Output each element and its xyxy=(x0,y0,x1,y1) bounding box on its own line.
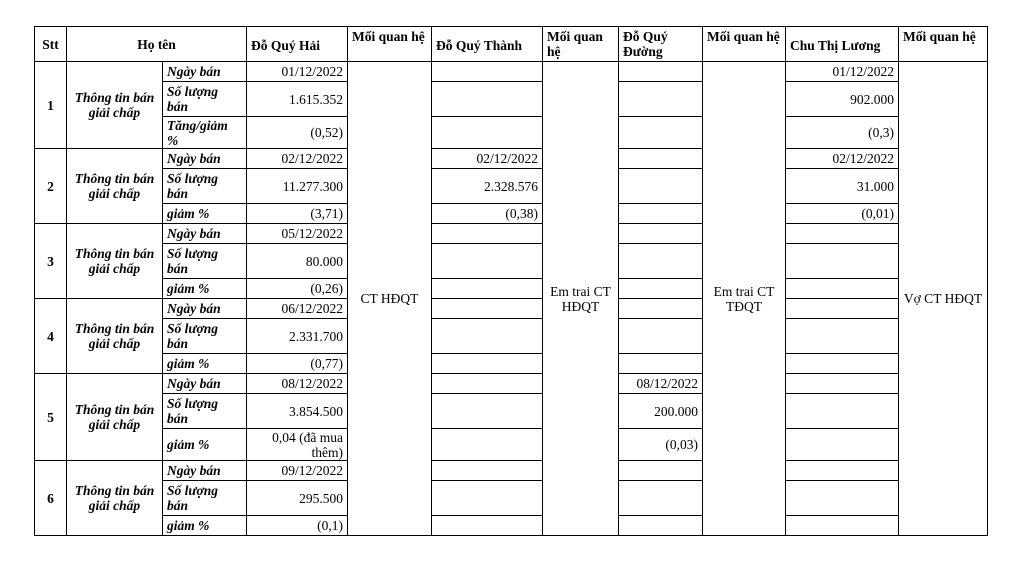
value-person-1: 06/12/2022 xyxy=(247,299,348,319)
field-label: Số lượng bán xyxy=(163,481,247,516)
header-relationship-2: Mối quan hệ xyxy=(543,27,619,62)
table-row xyxy=(35,279,988,299)
table-row xyxy=(35,149,988,169)
value-person-3 xyxy=(619,279,703,299)
value-person-2: (0,38) xyxy=(432,204,543,224)
value-person-1: 11.277.300 xyxy=(247,169,348,204)
table-row xyxy=(35,481,988,516)
value-person-1: 09/12/2022 xyxy=(247,461,348,481)
field-label: Ngày bán xyxy=(163,224,247,244)
table-row xyxy=(35,244,988,279)
info-label: Thông tin bán giải chấp xyxy=(67,461,163,536)
value-person-2 xyxy=(432,429,543,461)
header-relationship-1: Mối quan hệ xyxy=(348,27,432,62)
field-label: Số lượng bán xyxy=(163,319,247,354)
info-label: Thông tin bán giải chấp xyxy=(67,374,163,461)
relationship-1: CT HĐQT xyxy=(348,62,432,536)
value-person-2 xyxy=(432,82,543,117)
field-label: Ngày bán xyxy=(163,149,247,169)
value-person-4 xyxy=(786,354,899,374)
value-person-2 xyxy=(432,374,543,394)
value-person-4: 02/12/2022 xyxy=(786,149,899,169)
value-person-4: 01/12/2022 xyxy=(786,62,899,82)
header-ho-ten: Họ tên xyxy=(67,27,247,62)
value-person-4 xyxy=(786,461,899,481)
header-relationship-4: Mối quan hệ xyxy=(899,27,988,62)
value-person-1: (3,71) xyxy=(247,204,348,224)
table-row xyxy=(35,82,988,117)
value-person-1: 08/12/2022 xyxy=(247,374,348,394)
value-person-3: (0,03) xyxy=(619,429,703,461)
table-row xyxy=(35,461,988,481)
value-person-2 xyxy=(432,319,543,354)
info-label: Thông tin bán giải chấp xyxy=(67,224,163,299)
field-label: Số lượng bán xyxy=(163,169,247,204)
field-label: Ngày bán xyxy=(163,461,247,481)
row-number: 1 xyxy=(35,62,67,149)
value-person-4 xyxy=(786,429,899,461)
field-label: Ngày bán xyxy=(163,374,247,394)
value-person-1: (0,26) xyxy=(247,279,348,299)
value-person-4 xyxy=(786,481,899,516)
value-person-1: 80.000 xyxy=(247,244,348,279)
field-label: Số lượng bán xyxy=(163,244,247,279)
value-person-2: 2.328.576 xyxy=(432,169,543,204)
table-row xyxy=(35,62,988,82)
value-person-3 xyxy=(619,149,703,169)
value-person-4: 902.000 xyxy=(786,82,899,117)
value-person-4: (0,01) xyxy=(786,204,899,224)
value-person-1: 01/12/2022 xyxy=(247,62,348,82)
value-person-2 xyxy=(432,394,543,429)
header-stt: Stt xyxy=(35,27,67,62)
selling-info-table xyxy=(34,26,988,536)
value-person-3 xyxy=(619,204,703,224)
value-person-1: 295.500 xyxy=(247,481,348,516)
info-label: Thông tin bán giải chấp xyxy=(67,62,163,149)
value-person-2 xyxy=(432,279,543,299)
value-person-3 xyxy=(619,516,703,536)
field-label: giảm % xyxy=(163,516,247,536)
value-person-3 xyxy=(619,319,703,354)
table-row xyxy=(35,374,988,394)
table-row xyxy=(35,224,988,244)
row-number: 2 xyxy=(35,149,67,224)
value-person-2 xyxy=(432,117,543,149)
value-person-3 xyxy=(619,117,703,149)
value-person-4 xyxy=(786,319,899,354)
value-person-1: 3.854.500 xyxy=(247,394,348,429)
value-person-4 xyxy=(786,244,899,279)
value-person-1: 02/12/2022 xyxy=(247,149,348,169)
value-person-4 xyxy=(786,299,899,319)
field-label: giảm % xyxy=(163,279,247,299)
value-person-2 xyxy=(432,481,543,516)
field-label: Ngày bán xyxy=(163,299,247,319)
value-person-4: (0,3) xyxy=(786,117,899,149)
row-number: 3 xyxy=(35,224,67,299)
header-person-3: Đỗ Quý Đường xyxy=(619,27,703,62)
value-person-2 xyxy=(432,516,543,536)
table-row xyxy=(35,204,988,224)
table-row xyxy=(35,354,988,374)
field-label: Số lượng bán xyxy=(163,394,247,429)
field-label: giảm % xyxy=(163,204,247,224)
table-row xyxy=(35,117,988,149)
value-person-4 xyxy=(786,394,899,429)
table-row xyxy=(35,319,988,354)
field-label: Số lượng bán xyxy=(163,82,247,117)
value-person-4 xyxy=(786,374,899,394)
value-person-1: (0,52) xyxy=(247,117,348,149)
row-number: 5 xyxy=(35,374,67,461)
value-person-3: 200.000 xyxy=(619,394,703,429)
info-label: Thông tin bán giải chấp xyxy=(67,149,163,224)
value-person-2 xyxy=(432,62,543,82)
value-person-3 xyxy=(619,62,703,82)
value-person-2 xyxy=(432,461,543,481)
field-label: giảm % xyxy=(163,354,247,374)
header-person-2: Đỗ Quý Thành xyxy=(432,27,543,62)
value-person-4 xyxy=(786,279,899,299)
value-person-1: 0,04 (đã mua thêm) xyxy=(247,429,348,461)
table-row xyxy=(35,299,988,319)
header-person-4: Chu Thị Lương xyxy=(786,27,899,62)
value-person-1: 05/12/2022 xyxy=(247,224,348,244)
value-person-2 xyxy=(432,354,543,374)
row-number: 4 xyxy=(35,299,67,374)
table-row xyxy=(35,429,988,461)
value-person-3 xyxy=(619,224,703,244)
value-person-3 xyxy=(619,481,703,516)
header-relationship-3: Mối quan hệ xyxy=(703,27,786,62)
header-row xyxy=(35,27,988,62)
row-number: 6 xyxy=(35,461,67,536)
relationship-4: Vợ CT HĐQT xyxy=(899,62,988,536)
value-person-3 xyxy=(619,82,703,117)
field-label: Ngày bán xyxy=(163,62,247,82)
value-person-1: 2.331.700 xyxy=(247,319,348,354)
value-person-2 xyxy=(432,299,543,319)
value-person-3 xyxy=(619,244,703,279)
value-person-3 xyxy=(619,461,703,481)
value-person-3 xyxy=(619,354,703,374)
value-person-4 xyxy=(786,516,899,536)
value-person-2 xyxy=(432,224,543,244)
relationship-3: Em trai CT TĐQT xyxy=(703,62,786,536)
value-person-4: 31.000 xyxy=(786,169,899,204)
field-label: Tăng/giảm % xyxy=(163,117,247,149)
value-person-1: (0,1) xyxy=(247,516,348,536)
value-person-3 xyxy=(619,169,703,204)
header-person-1: Đỗ Quý Hải xyxy=(247,27,348,62)
field-label: giảm % xyxy=(163,429,247,461)
value-person-2: 02/12/2022 xyxy=(432,149,543,169)
table-row xyxy=(35,169,988,204)
value-person-4 xyxy=(786,224,899,244)
value-person-3: 08/12/2022 xyxy=(619,374,703,394)
table-row xyxy=(35,394,988,429)
info-label: Thông tin bán giải chấp xyxy=(67,299,163,374)
value-person-1: 1.615.352 xyxy=(247,82,348,117)
value-person-2 xyxy=(432,244,543,279)
value-person-1: (0,77) xyxy=(247,354,348,374)
value-person-3 xyxy=(619,299,703,319)
table-row xyxy=(35,516,988,536)
relationship-2: Em trai CT HĐQT xyxy=(543,62,619,536)
